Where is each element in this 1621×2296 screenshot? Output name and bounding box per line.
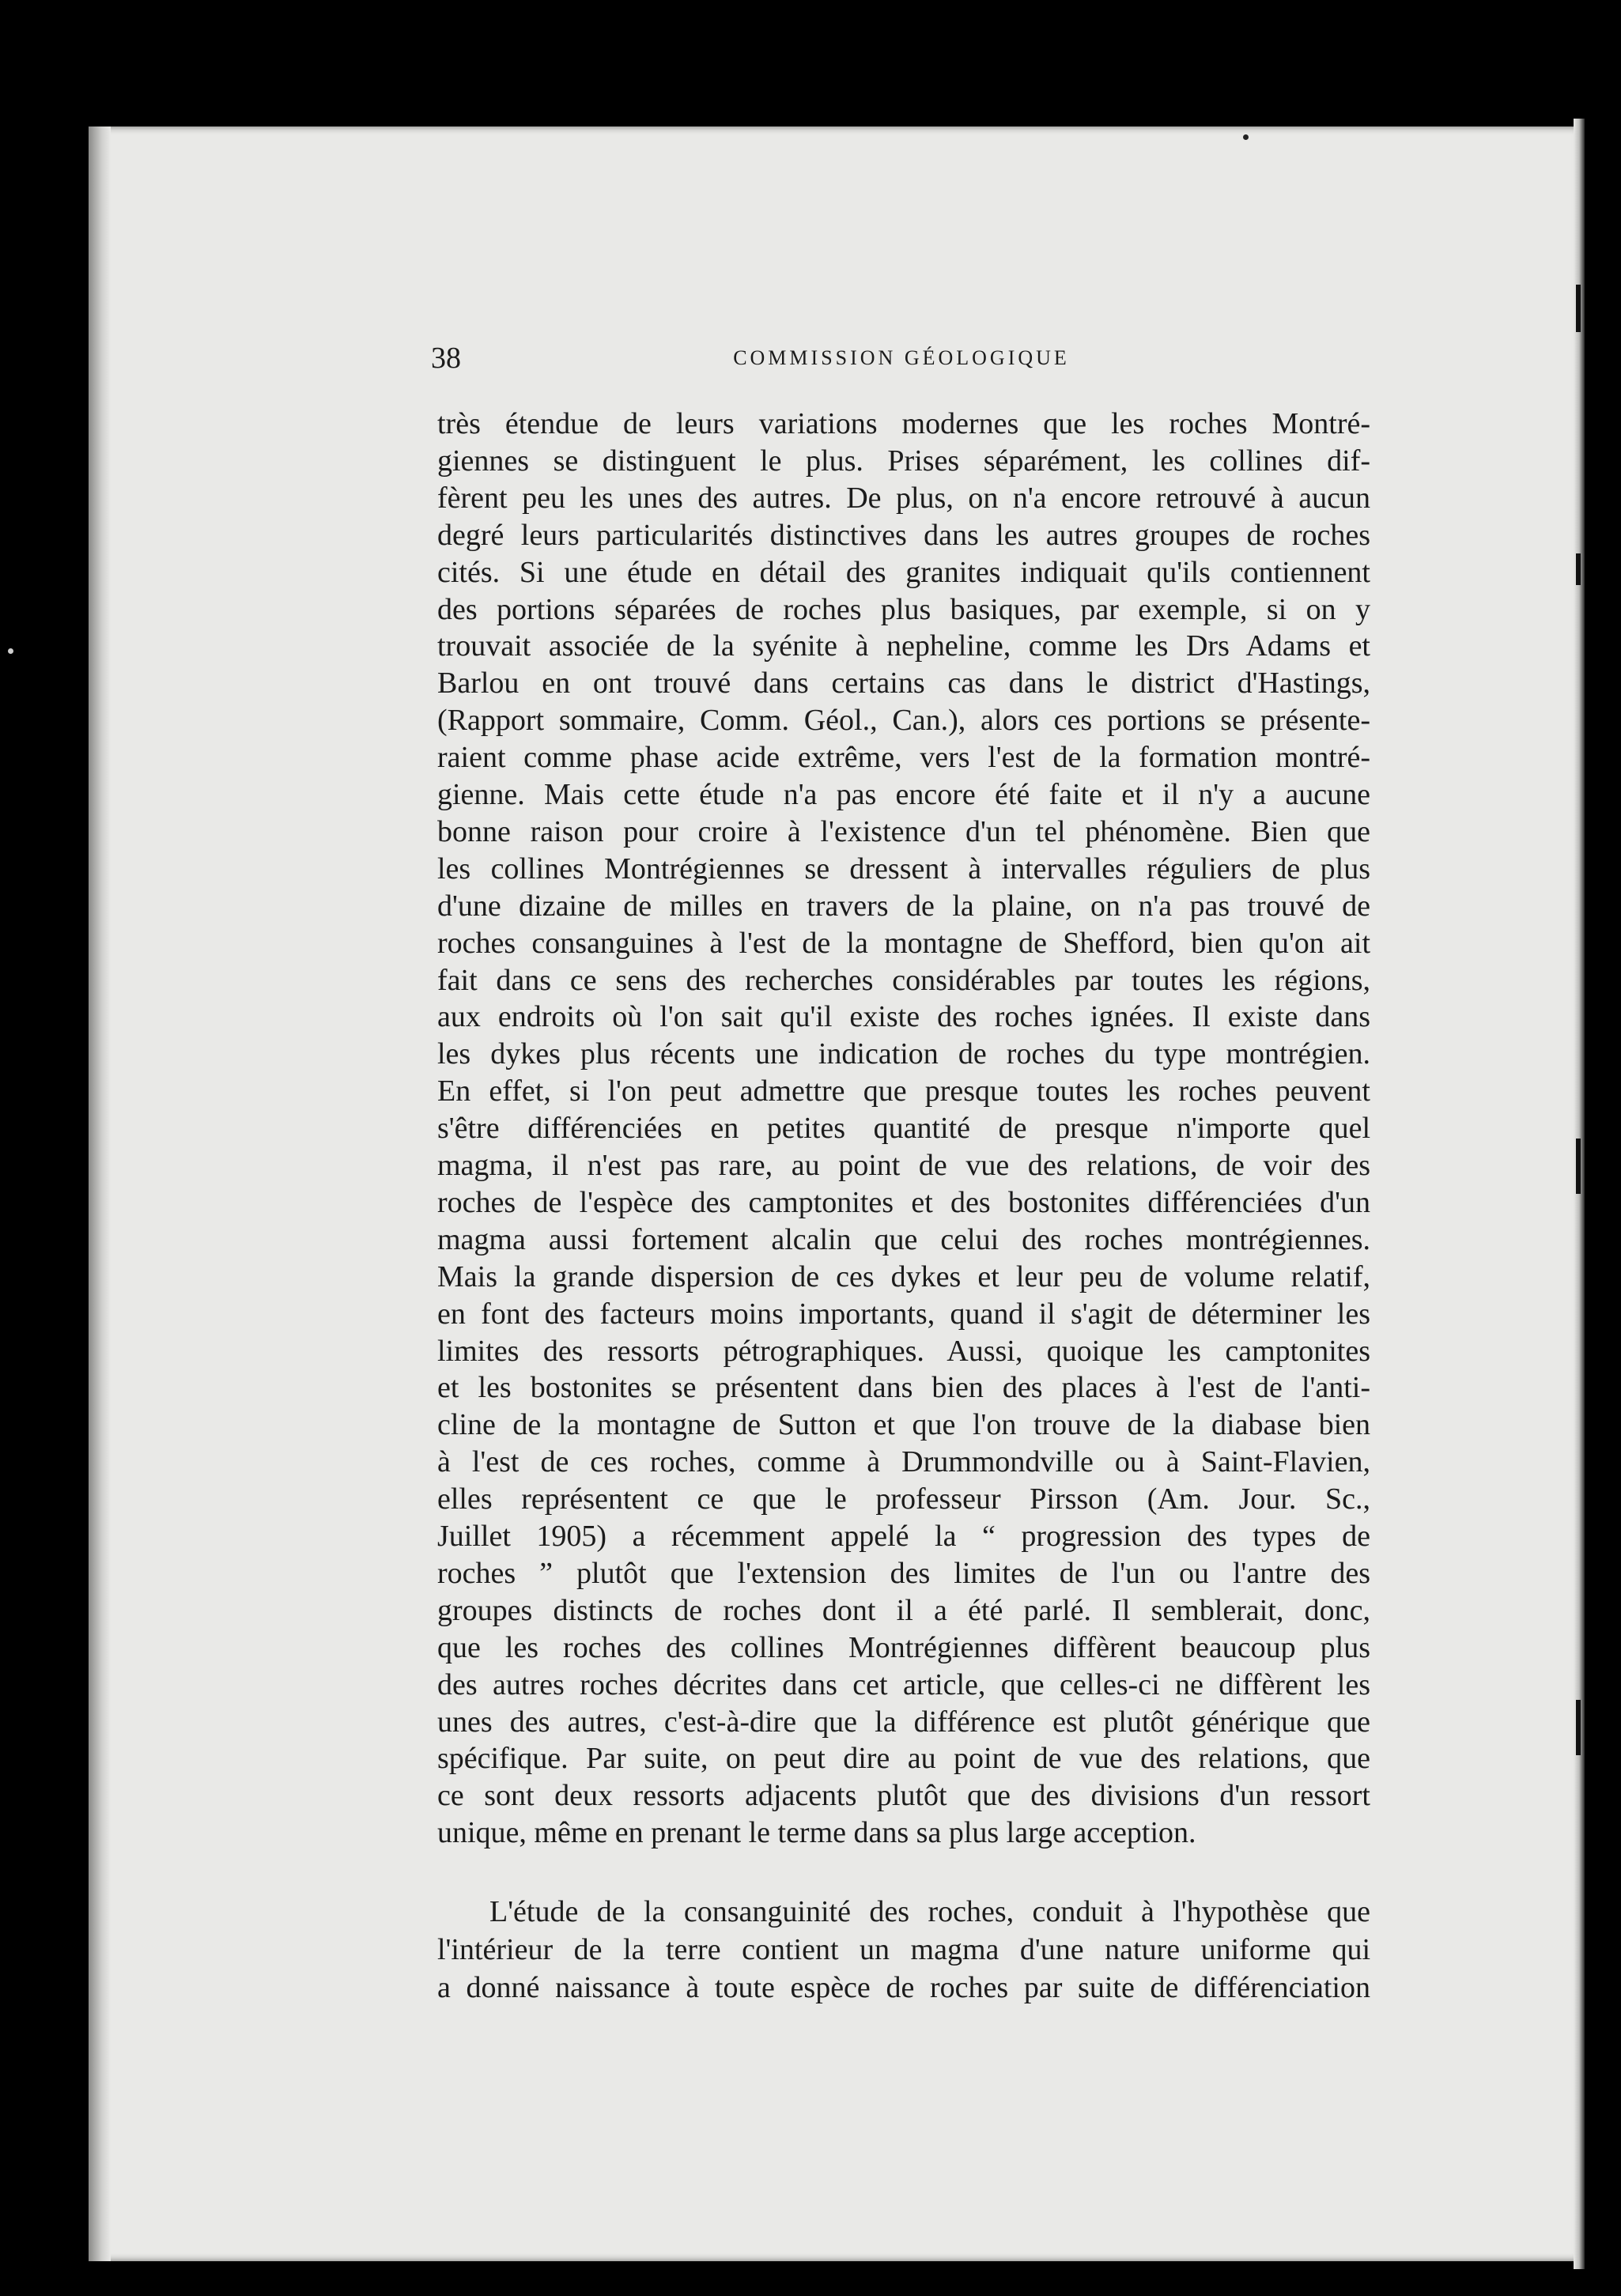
page-number: 38 bbox=[431, 342, 461, 375]
page-header bbox=[431, 338, 1372, 378]
edge-notch-mark bbox=[1576, 285, 1581, 332]
text-line: très étendue de leurs variations modernes que les roches Montré- bbox=[437, 407, 1370, 440]
text-line: En effet, si l'on peut admettre que presque toutes les roches peuvent bbox=[437, 1074, 1370, 1108]
text-line: elles représentent ce que le professeur Pirsson (Am. Jour. Sc., bbox=[437, 1482, 1370, 1516]
text-line: aux endroits où l'on sait qu'il existe des roches ignées. Il existe dans bbox=[437, 1000, 1370, 1033]
text-line: (Rapport sommaire, Comm. Géol., Can.), alors ces portions se présente- bbox=[437, 704, 1370, 737]
binding-shadow bbox=[89, 127, 111, 2261]
text-line: ce sont deux ressorts adjacents plutôt que des divisions d'un ressort bbox=[437, 1779, 1370, 1812]
text-line: magma aussi fortement alcalin que celui des roches montrégiennes. bbox=[437, 1223, 1370, 1256]
edge-notch-mark bbox=[1576, 553, 1581, 585]
text-line: groupes distincts de roches dont il a été parlé. Il semblerait, donc, bbox=[437, 1594, 1370, 1627]
text-line: des portions séparées de roches plus basiques, par exemple, si on y bbox=[437, 593, 1370, 626]
text-line: unes des autres, c'est-à-dire que la différence est plutôt générique que bbox=[437, 1705, 1370, 1739]
edge-notch-mark bbox=[1576, 1139, 1581, 1194]
edge-notch-mark bbox=[1576, 1700, 1581, 1755]
text-line: spécifique. Par suite, on peut dire au point de vue des relations, que bbox=[437, 1742, 1370, 1775]
text-line: en font des facteurs moins importants, quand il s'agit de déterminer les bbox=[437, 1297, 1370, 1331]
text-line: cités. Si une étude en détail des granites indiquait qu'ils contiennent bbox=[437, 556, 1370, 589]
page-right-edge bbox=[1574, 119, 1585, 2269]
running-head: COMMISSION GÉOLOGIQUE bbox=[733, 346, 1070, 369]
text-line: s'être différenciées en petites quantité de presque n'importe quel bbox=[437, 1112, 1370, 1145]
text-line: magma, il n'est pas rare, au point de vue des relations, de voir des bbox=[437, 1149, 1370, 1182]
text-line: l'intérieur de la terre contient un magma d'une nature uniforme qui bbox=[437, 1933, 1370, 1966]
text-line: d'une dizaine de milles en travers de la plaine, on n'a pas trouvé de bbox=[437, 889, 1370, 923]
text-line: que les roches des collines Montrégiennes diffèrent beaucoup plus bbox=[437, 1631, 1370, 1664]
text-line: a donné naissance à toute espèce de roches par suite de différenciation bbox=[437, 1971, 1370, 2004]
text-line: Barlou en ont trouvé dans certains cas dans le district d'Hastings, bbox=[437, 667, 1370, 700]
text-line: à l'est de ces roches, comme à Drummondville ou à Saint-Flavien, bbox=[437, 1445, 1370, 1478]
text-line: les dykes plus récents une indication de roches du type montrégien. bbox=[437, 1037, 1370, 1071]
text-line: roches ” plutôt que l'extension des limites de l'un ou l'antre des bbox=[437, 1557, 1370, 1590]
text-line: et les bostonites se présentent dans bien des places à l'est de l'anti- bbox=[437, 1371, 1370, 1404]
text-line: Mais la grande dispersion de ces dykes et leur peu de volume relatif, bbox=[437, 1260, 1370, 1293]
text-line: unique, même en prenant le terme dans sa plus large acception. bbox=[437, 1816, 1196, 1849]
text-line: bonne raison pour croire à l'existence d'un tel phénomène. Bien que bbox=[437, 815, 1370, 848]
text-line: fait dans ce sens des recherches considérables par toutes les régions, bbox=[437, 964, 1370, 997]
dust-speck bbox=[1243, 134, 1249, 140]
text-line: cline de la montagne de Sutton et que l'on trouve de la diabase bien bbox=[437, 1408, 1370, 1441]
text-line: Juillet 1905) a récemment appelé la “ progression des types de bbox=[437, 1520, 1370, 1553]
text-line: degré leurs particularités distinctives dans les autres groupes de roches bbox=[437, 519, 1370, 552]
text-line: roches de l'espèce des camptonites et des bostonites différenciées d'un bbox=[437, 1186, 1370, 1219]
text-line: L'étude de la consanguinité des roches, conduit à l'hypothèse que bbox=[489, 1895, 1370, 1928]
text-line: giennes se distinguent le plus. Prises séparément, les collines dif- bbox=[437, 444, 1370, 478]
text-line: des autres roches décrites dans cet article, que celles-ci ne diffèrent les bbox=[437, 1668, 1370, 1701]
text-line: raient comme phase acide extrême, vers l'est de la formation montré- bbox=[437, 741, 1370, 774]
text-line: gienne. Mais cette étude n'a pas encore été faite et il n'y a aucune bbox=[437, 778, 1370, 811]
text-line: limites des ressorts pétrographiques. Aussi, quoique les camptonites bbox=[437, 1335, 1370, 1368]
dust-speck bbox=[8, 648, 13, 654]
text-line: roches consanguines à l'est de la montagne de Shefford, bien qu'on ait bbox=[437, 927, 1370, 960]
text-line: fèrent peu les unes des autres. De plus, on n'a encore retrouvé à aucun bbox=[437, 481, 1370, 515]
text-line: trouvait associée de la syénite à nepheline, comme les Drs Adams et bbox=[437, 629, 1370, 663]
text-line: les collines Montrégiennes se dressent à intervalles réguliers de plus bbox=[437, 852, 1370, 886]
